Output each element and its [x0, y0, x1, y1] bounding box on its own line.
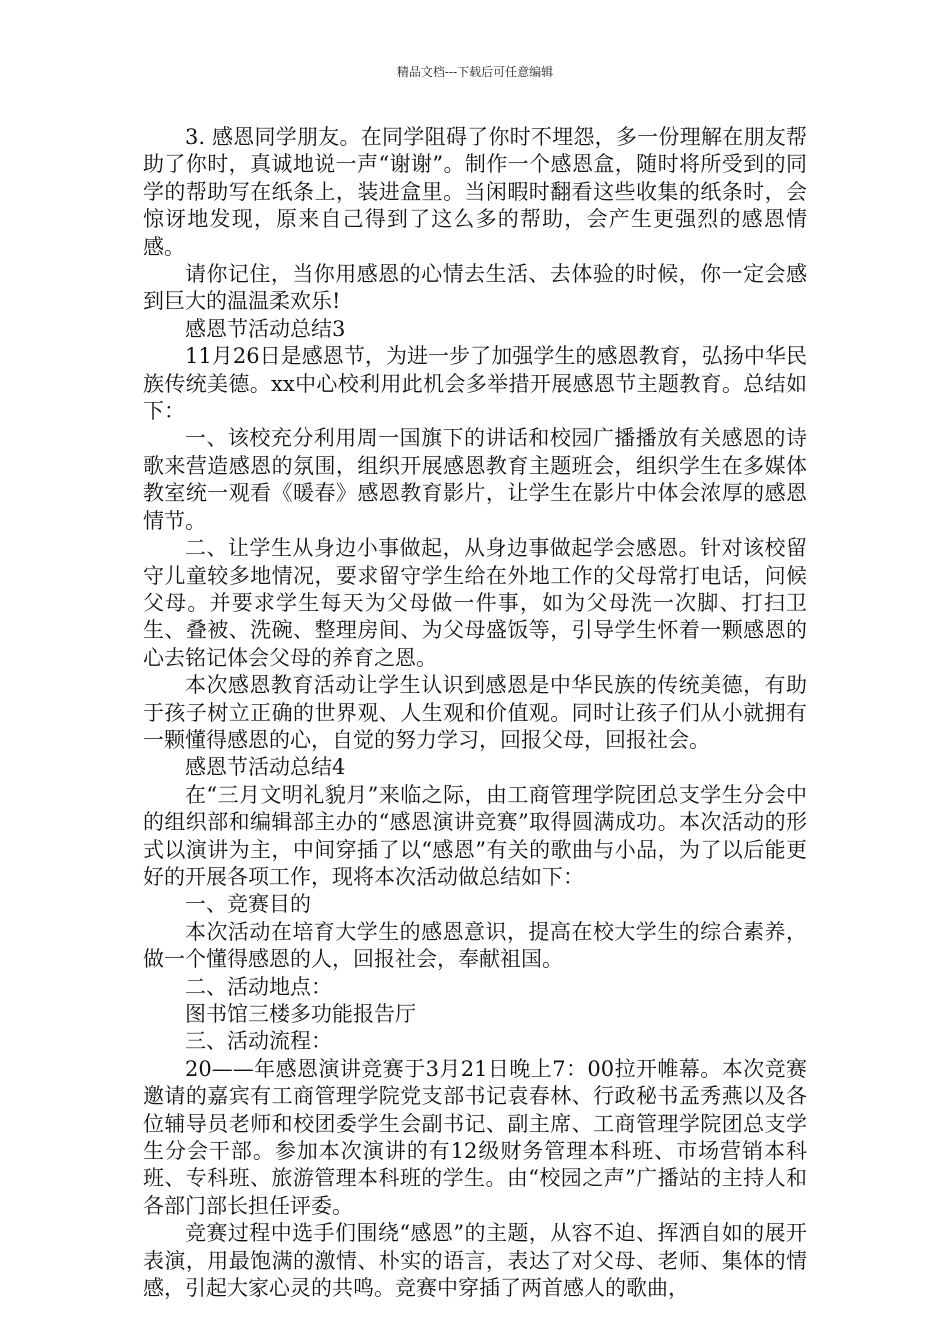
paragraph-activity-process: 20——年感恩演讲竞赛于3月21日晚上7：00拉开帷幕。本次竞赛邀请的嘉宾有工商管理学院党支部书记袁春林、行政秘书孟秀燕以及各位辅导员老师和校团委学生会副书记、副主席、工商管理学院团总支学生分会干部。参加本次演讲的有12级财务管理本科班、市场营销本科班、专科班、旅游管理本科班的学生。由“校园之声”广播站的主持人和各部门部长担任评委。: [143, 1056, 807, 1218]
document-body: [143, 124, 807, 1302]
heading-activity-process: 三、活动流程：: [185, 1029, 332, 1054]
paragraph-point-one: 一、该校充分利用周一国旗下的讲话和校园广播播放有关感恩的诗歌来营造感恩的氛围，组织开展感恩教育主题班会，组织学生在多媒体教室统一观看《暖春》感恩教育影片，让学生在影片中体会浓厚的感恩情节。: [143, 426, 807, 533]
paragraph-thanksgiving-intro: 11月26日是感恩节，为进一步了加强学生的感恩教育，弘扬中华民族传统美德。xx中心校利用此机会多举措开展感恩节主题教育。总结如下：: [143, 344, 807, 424]
section-title-summary-3: 感恩节活动总结3: [185, 316, 346, 341]
paragraph-thank-classmates: 3. 感恩同学朋友。在同学阻碍了你时不埋怨，多一份理解在朋友帮助了你时，真诚地说一声“谢谢”。制作一个感恩盒，随时将所受到的同学的帮助写在纸条上，装进盒里。当闲暇时翻看这些收集的纸条时，会惊讶地发现，原来自己得到了这么多的帮助，会产生更强烈的感恩情感。: [143, 125, 807, 259]
paragraph-conclusion-3: 本次感恩教育活动让学生认识到感恩是中华民族的传统美德，有助于孩子树立正确的世界观、人生观和价值观。同时让孩子们从小就拥有一颗懂得感恩的心，自觉的努力学习，回报父母，回报社会。: [143, 673, 807, 752]
heading-activity-location: 二、活动地点：: [185, 974, 332, 999]
paragraph-speech-contest-intro: 在“三月文明礼貌月”来临之际，由工商管理学院团总支学生分会中的组织部和编辑部主办的“感恩演讲竞赛”取得圆满成功。本次活动的形式以演讲为主，中间穿插了以“感恩”有关的歌曲与小品，为了以后能更好的开展各项工作，现将本次活动做总结如下：: [143, 782, 807, 889]
section-title-summary-4: 感恩节活动总结4: [185, 755, 346, 780]
paragraph-contest-purpose: 本次活动在培育大学生的感恩意识，提高在校大学生的综合素养，做一个懂得感恩的人，回报社会，奉献祖国。: [143, 919, 807, 972]
heading-contest-purpose: 一、竞赛目的: [185, 892, 311, 917]
paragraph-contest-course: 竞赛过程中选手们围绕“感恩”的主题，从容不迫、挥洒自如的展开表演，用最饱满的激情、朴实的语言，表达了对父母、老师、集体的情感，引起大家心灵的共鸣。竞赛中穿插了两首感人的歌曲，: [143, 1221, 807, 1301]
paragraph-remember: 请你记住，当你用感恩的心情去生活、去体验的时候，你一定会感到巨大的温温柔欢乐!: [143, 262, 807, 314]
page-header: 精品文档---下载后可任意编辑: [396, 65, 554, 79]
paragraph-point-two: 二、让学生从身边小事做起，从身边事做起学会感恩。针对该校留守儿童较多地情况，要求留守学生给在外地工作的父母常打电话，问候父母。并要求学生每天为父母做一件事，如为父母洗一次脚、打扫卫生、叠被、洗碗、整理房间、为父母盛饭等，引导学生怀着一颗感恩的心去铭记体会父母的养育之恩。: [143, 536, 807, 670]
paragraph-activity-location: 图书馆三楼多功能报告厅: [185, 1002, 416, 1026]
